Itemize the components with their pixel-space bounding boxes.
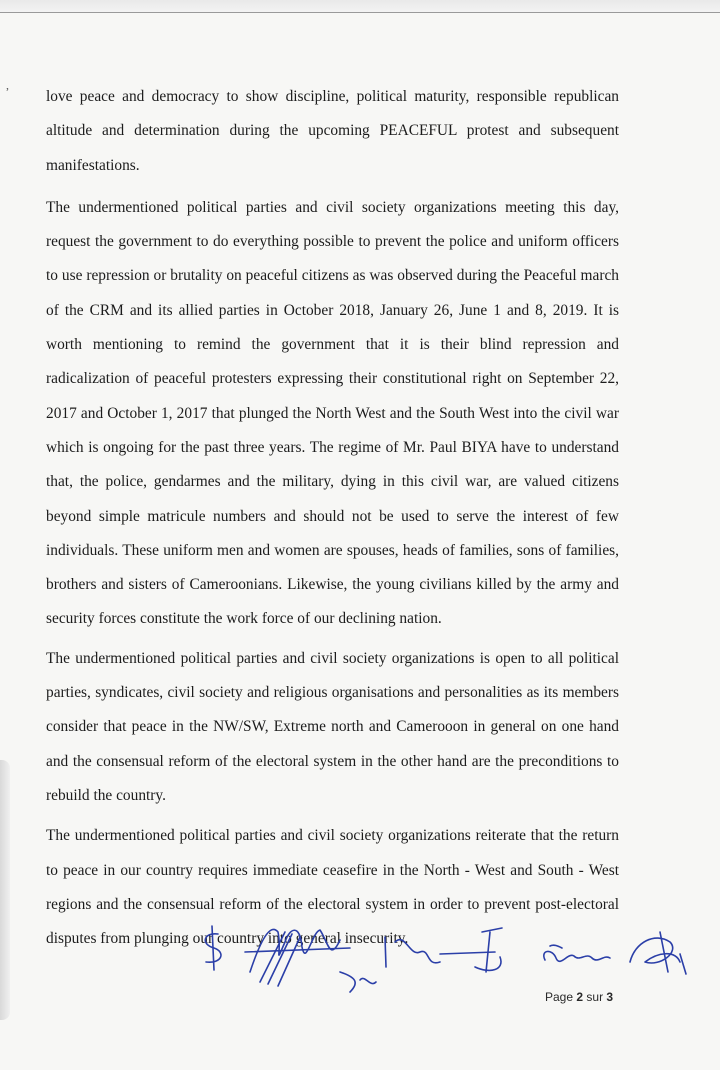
scan-left-shadow bbox=[0, 760, 10, 1020]
page-label-separator: sur bbox=[586, 990, 604, 1004]
scan-top-edge bbox=[0, 0, 720, 13]
paragraph-2: The undermentioned political parties and civil society organizations meeting this day, request the government to do everything possible to prevent the police and uniform officers to use repression or brutality on peaceful citizens as was observed during the Peaceful march of the CRM and its allied parties in October 2018, January 26, June 1 and 8, 2019. It is worth mentioning to remind the government that it is their blind repression and radicalization of peaceful protesters expressing their constitutional right on September 22, 2017 and October 1, 2017 that plunged the North West and the South West into the civil war which is ongoing for the past three years. The regime of Mr. Paul BIYA have to understand that, the police, gendarmes and the military, dying in this civil war, are valued citizens beyond simple matricule numbers and should not be used to serve the interest of few individuals. These uniform men and women are spouses, heads of families, sons of families, brothers and sisters of Cameroonians. Likewise, the young civilians killed by the army and security forces constitute the work force of our declining nation. bbox=[46, 198, 619, 628]
document-body bbox=[46, 80, 619, 956]
page-label-prefix: Page bbox=[545, 990, 574, 1004]
page-number bbox=[545, 990, 613, 1004]
paragraph-4: The undermentioned political parties and civil society organizations reiterate that the return to peace in our country requires immediate ceasefire in the North - West and South - West regions and the consensual reform of the electoral system in order to prevent post-electoral disputes from plunging our country into general insecurity. bbox=[46, 827, 619, 948]
signature-scribbles-icon bbox=[190, 912, 710, 1002]
paragraph-3: The undermentioned political parties and civil society organizations is open to all political parties, syndicates, civil society and religious organisations and personalities as its members consider that peace in the NW/SW, Extreme north and Camerooon in general on one hand and the consensual reform of the electoral system in the other hand are the preconditions to rebuild the country. bbox=[46, 649, 619, 804]
signatures bbox=[190, 912, 710, 1002]
paragraph-1: love peace and democracy to show discipline, political maturity, responsible republican altitude and determination during the upcoming PEACEFUL protest and subsequent manifestations. bbox=[46, 88, 619, 174]
page-current: 2 bbox=[576, 990, 584, 1004]
page-total: 3 bbox=[606, 990, 614, 1004]
stray-mark: , bbox=[6, 78, 9, 92]
